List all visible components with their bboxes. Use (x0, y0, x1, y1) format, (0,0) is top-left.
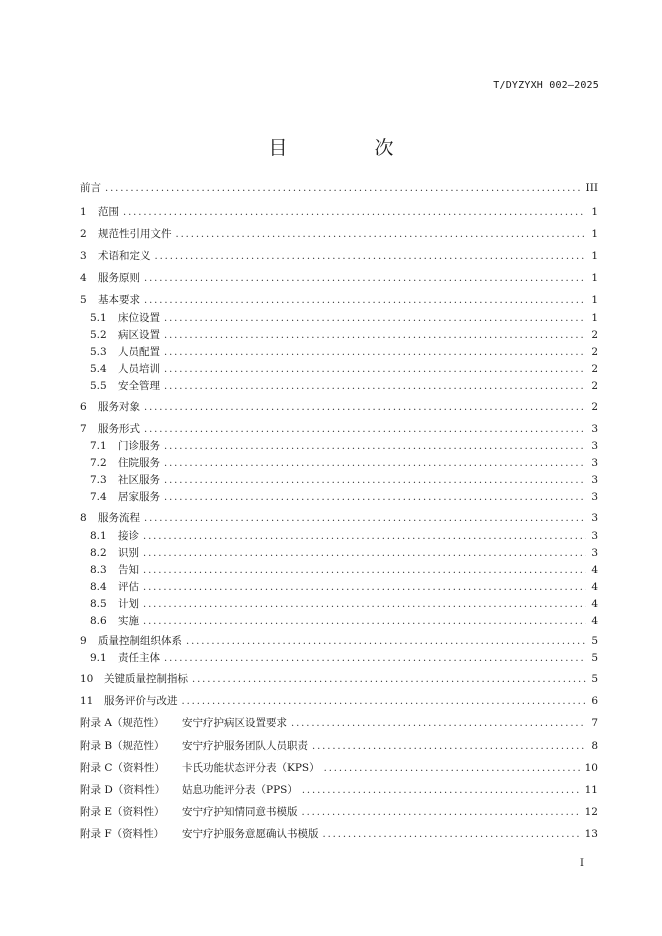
toc-leader-dots (302, 805, 581, 821)
toc-entry-page: 5 (591, 652, 598, 664)
toc-entry-page: 2 (591, 346, 598, 358)
toc-entry-label: 服务评价与改进 (104, 695, 178, 707)
toc-entry[interactable] (90, 528, 598, 544)
toc-leader-dots (105, 181, 582, 197)
toc-entry-number: 3 (80, 250, 87, 262)
toc-leader-dots (182, 694, 587, 710)
toc-entry[interactable] (80, 782, 598, 798)
toc-leader-dots (164, 362, 586, 378)
toc-entry-page: 3 (591, 491, 598, 503)
toc-leader-dots (291, 716, 586, 732)
toc-entry[interactable] (80, 226, 598, 242)
toc-entry-page: 13 (584, 828, 598, 840)
toc-entry-number: 附录 E（资料性） (80, 806, 165, 818)
toc-leader-dots (164, 473, 586, 489)
toc-entry[interactable] (90, 438, 598, 454)
toc-entry-page: 8 (591, 740, 598, 752)
toc-entry-label: 社区服务 (118, 474, 160, 486)
toc-entry-page: 6 (591, 695, 598, 707)
toc-leader-dots (323, 827, 581, 843)
toc-leader-dots (164, 311, 586, 327)
toc-entry-page: 11 (584, 784, 598, 796)
toc-entry-number: 9.1 (90, 652, 107, 664)
toc-entry[interactable] (90, 455, 598, 471)
toc-leader-dots (302, 783, 581, 799)
toc-entry-page: 10 (584, 762, 598, 774)
toc-entry[interactable] (80, 421, 598, 437)
toc-entry-page: 3 (591, 440, 598, 452)
toc-entry-page: 7 (591, 717, 598, 729)
toc-leader-dots (144, 511, 586, 527)
toc-entry[interactable] (80, 760, 598, 776)
toc-entry-page: 5 (591, 635, 598, 647)
toc-entry-label: 人员培训 (118, 363, 160, 375)
toc-entry-page: 3 (591, 547, 598, 559)
toc-entry-number: 8.6 (90, 615, 107, 627)
toc-entry-page: 2 (591, 329, 598, 341)
document-code: T/DYZYXH 002—2025 (493, 80, 599, 91)
toc-entry-number: 7.3 (90, 474, 107, 486)
toc-entry-number: 8.4 (90, 581, 107, 593)
toc-entry-number: 8 (80, 512, 87, 524)
toc-entry-page: 2 (591, 363, 598, 375)
toc-entry[interactable] (90, 310, 598, 326)
toc-entry[interactable] (90, 489, 598, 505)
toc-entry-number: 5.4 (90, 363, 107, 375)
toc-leader-dots (123, 205, 586, 221)
toc-entry-label: 卡氏功能状态评分表（KPS） (182, 762, 320, 774)
toc-entry[interactable] (90, 472, 598, 488)
toc-leader-dots (143, 546, 586, 562)
toc-entry-number: 6 (80, 401, 87, 413)
toc-leader-dots (164, 379, 586, 395)
toc-leader-dots (144, 422, 586, 438)
toc-entry[interactable] (90, 327, 598, 343)
toc-entry-label: 安宁疗护服务意愿确认书模版 (182, 828, 319, 840)
toc-entry-number: 5.5 (90, 380, 107, 392)
toc-entry-number: 7.2 (90, 457, 107, 469)
toc-entry[interactable] (80, 292, 598, 308)
toc-entry-number: 8.1 (90, 530, 107, 542)
toc-entry-number: 4 (80, 272, 87, 284)
toc-leader-dots (164, 439, 586, 455)
toc-entry-label: 识别 (118, 547, 139, 559)
toc-entry[interactable] (90, 545, 598, 561)
toc-entry-number: 2 (80, 228, 87, 240)
toc-leader-dots (164, 328, 586, 344)
toc-leader-dots (192, 672, 586, 688)
toc-entry-number: 11 (80, 695, 94, 707)
toc-entry-number: 1 (80, 206, 87, 218)
toc-leader-dots (144, 271, 586, 287)
page-number: I (580, 858, 584, 869)
toc-leader-dots (143, 614, 586, 630)
toc-entry-page: 3 (591, 474, 598, 486)
toc-entry[interactable] (90, 344, 598, 360)
page-title: 目 次 (268, 137, 428, 159)
toc-entry-label: 服务形式 (98, 423, 140, 435)
toc-leader-dots (164, 345, 586, 361)
toc-entry[interactable] (80, 804, 598, 820)
toc-entry-label: 服务流程 (98, 512, 140, 524)
toc-entry-label: 服务原则 (98, 272, 140, 284)
toc-entry-label: 范围 (98, 206, 119, 218)
toc-leader-dots (155, 249, 587, 265)
toc-entry-label: 姑息功能评分表（PPS） (182, 784, 298, 796)
toc-entry-label: 关键质量控制指标 (104, 673, 188, 685)
toc-entry-page: 4 (591, 581, 598, 593)
toc-entry-label: 居家服务 (118, 491, 160, 503)
toc-leader-dots (164, 490, 586, 506)
toc-entry-page: 3 (591, 512, 598, 524)
toc-entry-page: 1 (591, 228, 598, 240)
toc-entry[interactable] (80, 248, 598, 264)
toc-entry-page: 4 (591, 598, 598, 610)
toc-leader-dots (143, 529, 586, 545)
toc-entry-label: 门诊服务 (118, 440, 160, 452)
toc-entry[interactable] (80, 826, 598, 842)
toc-entry-number: 附录 B（规范性） (80, 740, 165, 752)
toc-entry[interactable] (90, 613, 598, 629)
toc-entry-label: 病区设置 (118, 329, 160, 341)
toc-entry-number: 8.5 (90, 598, 107, 610)
toc-entry-number: 7 (80, 423, 87, 435)
toc-entry-label: 安宁疗护病区设置要求 (182, 717, 287, 729)
toc-entry-label: 接诊 (118, 530, 139, 542)
toc-leader-dots (143, 580, 586, 596)
toc-entry-number: 7.1 (90, 440, 107, 452)
toc-leader-dots (143, 597, 586, 613)
toc-entry-number: 8.3 (90, 564, 107, 576)
toc-entry-page: 3 (591, 530, 598, 542)
toc-leader-dots (144, 400, 586, 416)
toc-entry[interactable] (80, 715, 598, 731)
toc-entry-number: 7.4 (90, 491, 107, 503)
toc-entry-page: 5 (591, 673, 598, 685)
toc-entry-number: 9 (80, 635, 87, 647)
toc-entry-label: 质量控制组织体系 (98, 635, 182, 647)
toc-entry-page: 2 (591, 380, 598, 392)
toc-entry[interactable] (80, 738, 598, 754)
toc-entry[interactable] (90, 361, 598, 377)
toc-entry-page: 1 (591, 312, 598, 324)
toc-entry-number: 5.3 (90, 346, 107, 358)
toc-leader-dots (176, 227, 587, 243)
toc-entry-label: 基本要求 (98, 294, 140, 306)
toc-entry-page: 3 (591, 423, 598, 435)
toc-entry[interactable] (90, 650, 598, 666)
toc-entry-number: 5.2 (90, 329, 107, 341)
toc-entry[interactable] (80, 671, 598, 687)
toc-entry-number: 10 (80, 673, 94, 685)
toc-entry[interactable] (90, 378, 598, 394)
toc-leader-dots (143, 563, 586, 579)
toc-entry[interactable] (80, 633, 598, 649)
toc-entry-number: 附录 C（资料性） (80, 762, 165, 774)
toc-entry[interactable] (80, 204, 598, 220)
toc-entry-number: 5 (80, 294, 87, 306)
toc-entry[interactable] (80, 693, 598, 709)
toc-leader-dots (164, 456, 586, 472)
toc-entry-label: 床位设置 (118, 312, 160, 324)
toc-entry-label: 实施 (118, 615, 139, 627)
toc-entry-label: 责任主体 (118, 652, 160, 664)
toc-entry-page: 1 (591, 206, 598, 218)
toc-entry[interactable] (90, 596, 598, 612)
toc-entry-page: 12 (584, 806, 598, 818)
toc-entry-label: 住院服务 (118, 457, 160, 469)
toc-entry-number: 附录 F（资料性） (80, 828, 165, 840)
toc-entry-page: 4 (591, 615, 598, 627)
toc-entry-page: III (585, 182, 598, 194)
toc-entry-label: 计划 (118, 598, 139, 610)
toc-entry-number: 5.1 (90, 312, 107, 324)
toc-entry-label: 安宁疗护知情同意书模版 (182, 806, 298, 818)
toc-entry-label: 安宁疗护服务团队人员职责 (182, 740, 308, 752)
toc-entry-label: 评估 (118, 581, 139, 593)
toc-entry-label: 术语和定义 (98, 250, 151, 262)
toc-leader-dots (144, 293, 586, 309)
toc-entry-page: 3 (591, 457, 598, 469)
toc-entry-label: 前言 (80, 182, 101, 194)
toc-entry[interactable] (90, 579, 598, 595)
toc-entry-number: 附录 D（资料性） (80, 784, 166, 796)
toc-entry-page: 1 (591, 250, 598, 262)
toc-entry-label: 人员配置 (118, 346, 160, 358)
toc-entry-number: 8.2 (90, 547, 107, 559)
toc-entry-label: 安全管理 (118, 380, 160, 392)
toc-entry[interactable] (80, 510, 598, 526)
toc-entry[interactable] (80, 399, 598, 415)
toc-leader-dots (324, 761, 581, 777)
toc-leader-dots (164, 651, 586, 667)
toc-entry-page: 1 (591, 272, 598, 284)
toc-entry-label: 告知 (118, 564, 139, 576)
toc-entry-label: 服务对象 (98, 401, 140, 413)
toc-entry-page: 2 (591, 401, 598, 413)
toc-entry[interactable] (80, 180, 598, 196)
toc-leader-dots (312, 739, 586, 755)
toc-entry-number: 附录 A（规范性） (80, 717, 165, 729)
toc-entry-label: 规范性引用文件 (98, 228, 172, 240)
toc-entry[interactable] (80, 270, 598, 286)
toc-leader-dots (186, 634, 586, 650)
toc-entry-page: 4 (591, 564, 598, 576)
toc-entry-page: 1 (591, 294, 598, 306)
toc-entry[interactable] (90, 562, 598, 578)
